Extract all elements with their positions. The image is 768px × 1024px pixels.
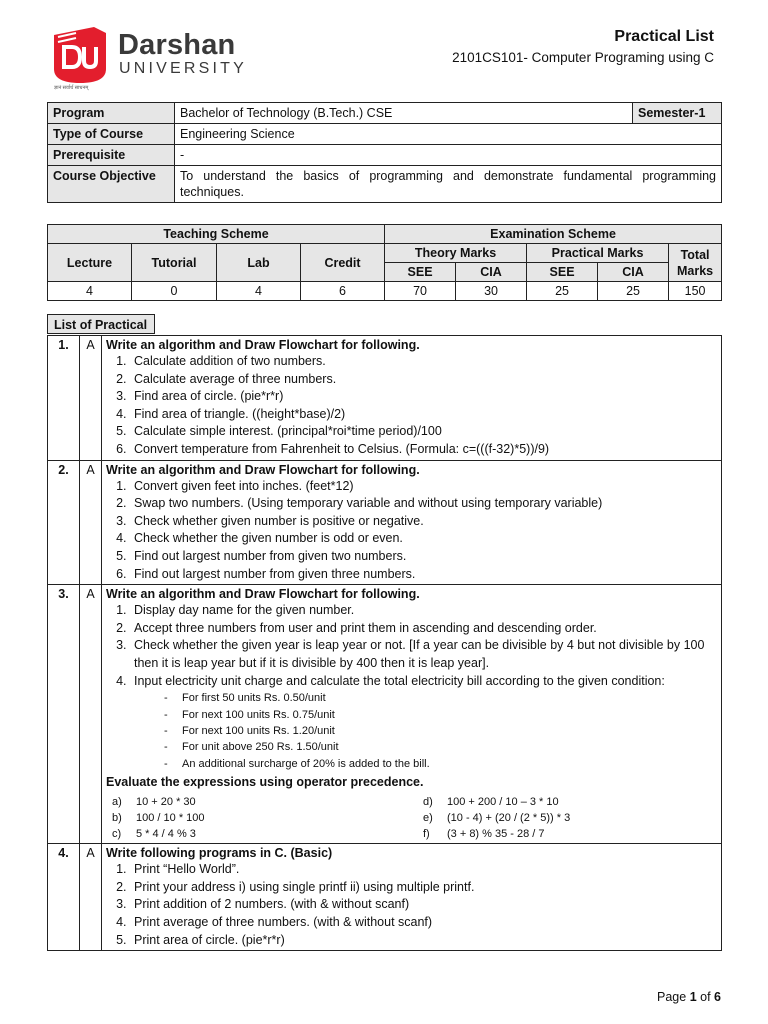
task-list [106, 353, 717, 459]
practical-row [48, 336, 722, 461]
expression-grid [106, 794, 717, 842]
expression-letter: e) [423, 812, 433, 825]
practical-number: 3. [48, 585, 80, 844]
practical-cia-value: 25 [598, 282, 669, 301]
program-value: Bachelor of Technology (B.Tech.) CSE [175, 103, 633, 124]
theory-see-header: SEE [385, 263, 456, 282]
practical-row [48, 585, 722, 844]
program-label: Program [48, 103, 175, 124]
list-item: 6. Convert temperature from Fahrenheit to Celsius. (Formula: c=(((f-32)*5))/9) [130, 441, 717, 459]
credit-value: 6 [301, 282, 385, 301]
objective-value: To understand the basics of programming and demonstrate fundamental programming techniques. [175, 166, 722, 203]
list-item: 2. Print your address i) using single printf ii) using multiple printf. [130, 879, 717, 897]
practical-cia-header: CIA [598, 263, 669, 282]
list-item: 2. Swap two numbers. (Using temporary variable and without using temporary variable) [130, 495, 717, 513]
condition-item: - For first 50 units Rs. 0.50/unit [164, 690, 717, 706]
course-info-table [47, 102, 722, 203]
practical-see-value: 25 [527, 282, 598, 301]
list-item-text: Input electricity unit charge and calculate the total electricity bill according to the given condition: [134, 673, 665, 688]
prereq-value: - [175, 145, 722, 166]
prereq-label: Prerequisite [48, 145, 175, 166]
page-total: 6 [714, 990, 721, 1004]
list-item: 3. Find area of circle. (pie*r*r) [130, 388, 717, 406]
list-item: 3. Print addition of 2 numbers. (with & without scanf) [130, 896, 717, 914]
lab-value: 4 [217, 282, 301, 301]
expression-letter: d) [423, 796, 433, 809]
list-item: 1. Calculate addition of two numbers. [130, 353, 717, 371]
list-item: 2. Accept three numbers from user and print them in ascending and descending order. [130, 620, 717, 638]
expression-text: 100 + 200 / 10 – 3 * 10 [447, 796, 559, 809]
practical-content [102, 585, 722, 844]
list-item: 6. Find out largest number from given three numbers. [130, 566, 717, 584]
objective-label: Course Objective [48, 166, 175, 203]
list-item: 5. Print area of circle. (pie*r*r) [130, 932, 717, 950]
course-code-title: 2101CS101- Computer Programing using C [452, 50, 714, 65]
practical-content [102, 336, 722, 461]
tutorial-header: Tutorial [132, 244, 217, 282]
theory-cia-value: 30 [456, 282, 527, 301]
total-header: Total Marks [669, 244, 722, 282]
task-title: Write an algorithm and Draw Flowchart for following. [106, 462, 420, 477]
condition-item: - For next 100 units Rs. 1.20/unit [164, 723, 717, 739]
task-list [106, 602, 717, 772]
expression-text: 100 / 10 * 100 [136, 812, 205, 825]
lecture-header: Lecture [48, 244, 132, 282]
list-item: 4. Find area of triangle. ((height*base)/2) [130, 406, 717, 424]
scheme-table [47, 224, 722, 301]
semester: Semester-1 [633, 103, 722, 124]
condition-item: - For unit above 250 Rs. 1.50/unit [164, 739, 717, 755]
page-footer [657, 990, 721, 1004]
expression-title: Evaluate the expressions using operator precedence. [106, 775, 424, 790]
lecture-value: 4 [48, 282, 132, 301]
practical-number: 4. [48, 844, 80, 951]
exam-scheme-header: Examination Scheme [385, 225, 722, 244]
practical-section: A [80, 336, 102, 461]
page-number: 1 [689, 990, 697, 1004]
total-value: 150 [669, 282, 722, 301]
practical-see-header: SEE [527, 263, 598, 282]
expression-item [417, 826, 717, 842]
condition-list [134, 690, 717, 772]
list-item: 4. Print average of three numbers. (with & without scanf) [130, 914, 717, 932]
expression-text: (3 + 8) % 35 - 28 / 7 [447, 828, 545, 841]
expression-text: 10 + 20 * 30 [136, 796, 196, 809]
expression-item [106, 810, 417, 826]
teaching-scheme-header: Teaching Scheme [48, 225, 385, 244]
theory-header: Theory Marks [385, 244, 527, 263]
practical-content [102, 460, 722, 585]
logo-university: UNIVERSITY [119, 60, 248, 77]
type-value: Engineering Science [175, 124, 722, 145]
list-item: 2. Calculate average of three numbers. [130, 371, 717, 389]
type-label: Type of Course [48, 124, 175, 145]
practical-number: 2. [48, 460, 80, 585]
list-item: 5. Calculate simple interest. (principal*roi*time period)/100 [130, 423, 717, 441]
practical-content [102, 844, 722, 951]
task-list [106, 478, 717, 584]
logo-tagline: ज्ञानं सर्वार्थ साधनम् [54, 85, 89, 91]
list-item: 1. Convert given feet into inches. (feet*12) [130, 478, 717, 496]
condition-item: - For next 100 units Rs. 0.75/unit [164, 707, 717, 723]
expression-item [106, 826, 417, 842]
expression-letter: c) [112, 828, 122, 841]
logo-name: Darshan [118, 29, 236, 61]
expression-letter: f) [423, 828, 430, 841]
list-item: 3. Check whether given number is positive or negative. [130, 513, 717, 531]
expression-text: (10 - 4) + (20 / (2 * 5)) * 3 [447, 812, 571, 825]
university-logo [54, 27, 254, 97]
darshan-logo-icon [54, 27, 106, 83]
practical-header: Practical Marks [527, 244, 669, 263]
list-item: 4. Check whether the given number is odd or even. [130, 530, 717, 548]
expression-item [417, 794, 717, 810]
practical-section: A [80, 585, 102, 844]
practical-row [48, 844, 722, 951]
expression-text: 5 * 4 / 4 % 3 [136, 828, 196, 841]
list-item: 1. Print “Hello World”. [130, 861, 717, 879]
tutorial-value: 0 [132, 282, 217, 301]
expression-letter: b) [112, 812, 122, 825]
list-item: 3. Check whether the given year is leap year or not. [If a year can be divisible by 4 but not divisible by 100 then it is leap year but if it is divisible by 400 then it is leap year]. [130, 637, 717, 672]
page-title: Practical List [614, 28, 714, 45]
expression-letter: a) [112, 796, 122, 809]
list-item [130, 673, 717, 773]
condition-item: - An additional surcharge of 20% is added to the bill. [164, 756, 717, 772]
list-item: 5. Find out largest number from given two numbers. [130, 548, 717, 566]
theory-see-value: 70 [385, 282, 456, 301]
expression-item [417, 810, 717, 826]
credit-header: Credit [301, 244, 385, 282]
theory-cia-header: CIA [456, 263, 527, 282]
practical-section: A [80, 844, 102, 951]
list-item: 1. Display day name for the given number. [130, 602, 717, 620]
of-word: of [700, 990, 711, 1004]
practical-table [47, 335, 722, 951]
practical-number: 1. [48, 336, 80, 461]
list-of-practical-title: List of Practical [47, 314, 155, 334]
lab-header: Lab [217, 244, 301, 282]
page-word: Page [657, 990, 687, 1004]
task-title: Write an algorithm and Draw Flowchart for following. [106, 587, 420, 602]
task-title: Write following programs in C. (Basic) [106, 846, 333, 861]
practical-row [48, 460, 722, 585]
task-list [106, 861, 717, 949]
practical-section: A [80, 460, 102, 585]
expression-item [106, 794, 417, 810]
task-title: Write an algorithm and Draw Flowchart for following. [106, 338, 420, 352]
